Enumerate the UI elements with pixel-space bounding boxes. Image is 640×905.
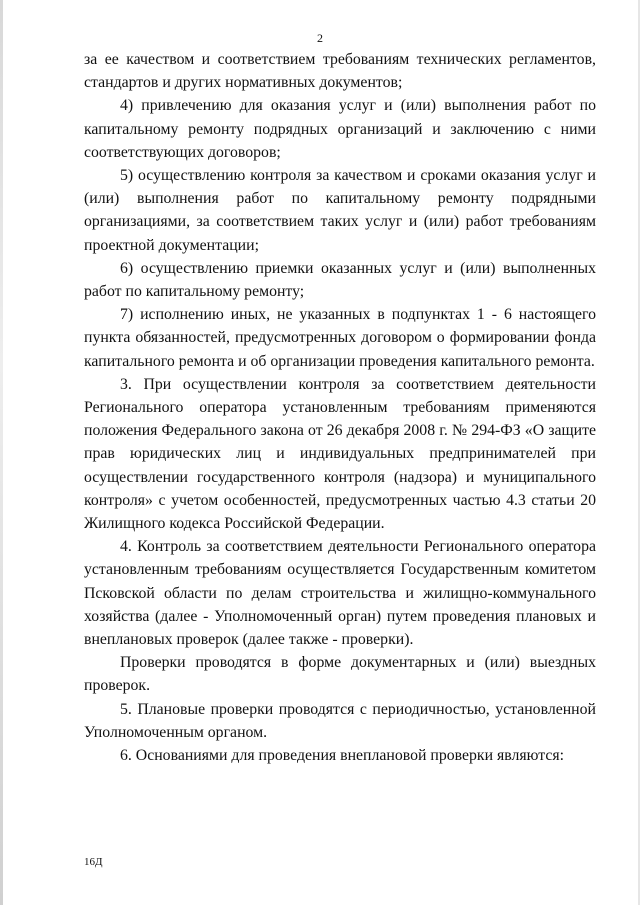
paragraph-continuation: за ее качеством и соответствием требованиям технических регламентов, стандартов и других нормативных документов; [84, 51, 596, 92]
paragraph-item-5: 5) осуществлению контроля за качеством и сроками оказания услуг и (или) выполнения работ по капитальному ремонту подрядными организациями, за соответствием таких услуг и (или) работ требованиям проектной документации; [84, 167, 596, 254]
paragraph-section-4: 4. Контроль за соответствием деятельности Регионального оператора установленным требованиям осуществляется Государственным комитетом Псковской области по делам строительства и жилищно-коммунального хозяйства (далее - Уполномоченный орган) путем проведения плановых и внеплановых проверок (далее также - проверки). [84, 538, 596, 649]
page-number: 2 [317, 31, 323, 45]
paragraph-section-6: 6. Основаниями для проведения внеплановой проверки являются: [120, 747, 565, 765]
paragraph-section-5: 5. Плановые проверки проводятся с периодичностью, установленной Уполномоченным органом. [84, 700, 596, 741]
footer-code: 16Д [84, 856, 103, 868]
paragraph-item-7: 7) исполнению иных, не указанных в подпунктах 1 - 6 настоящего пункта обязанностей, предусмотренных договором о формировании фонда капитального ремонта и об организации проведения капитального ремонта. [84, 306, 596, 370]
document-body [84, 48, 596, 767]
paragraph-inspection-forms: Проверки проводятся в форме документарных и (или) выездных проверок. [84, 654, 596, 695]
paragraph-item-4: 4) привлечению для оказания услуг и (или) выполнения работ по капитальному ремонту подрядных организаций и заключению с ними соответствующих договоров; [84, 97, 596, 161]
paragraph-section-3: 3. При осуществлении контроля за соответствием деятельности Регионального оператора установленным требованиям применяются положения Федерального закона от 26 декабря 2008 г. № 294-ФЗ «О защите прав юридических лиц и индивидуальных предпринимателей при осуществлении государственного контроля (надзора) и муниципального контроля» с учетом особенностей, предусмотренных частью 4.3 статьи 20 Жилищного кодекса Российской Федерации. [84, 375, 596, 533]
scan-edge-left [0, 0, 3, 905]
paragraph-item-6: 6) осуществлению приемки оказанных услуг и (или) выполненных работ по капитальному ремонту; [84, 259, 596, 301]
